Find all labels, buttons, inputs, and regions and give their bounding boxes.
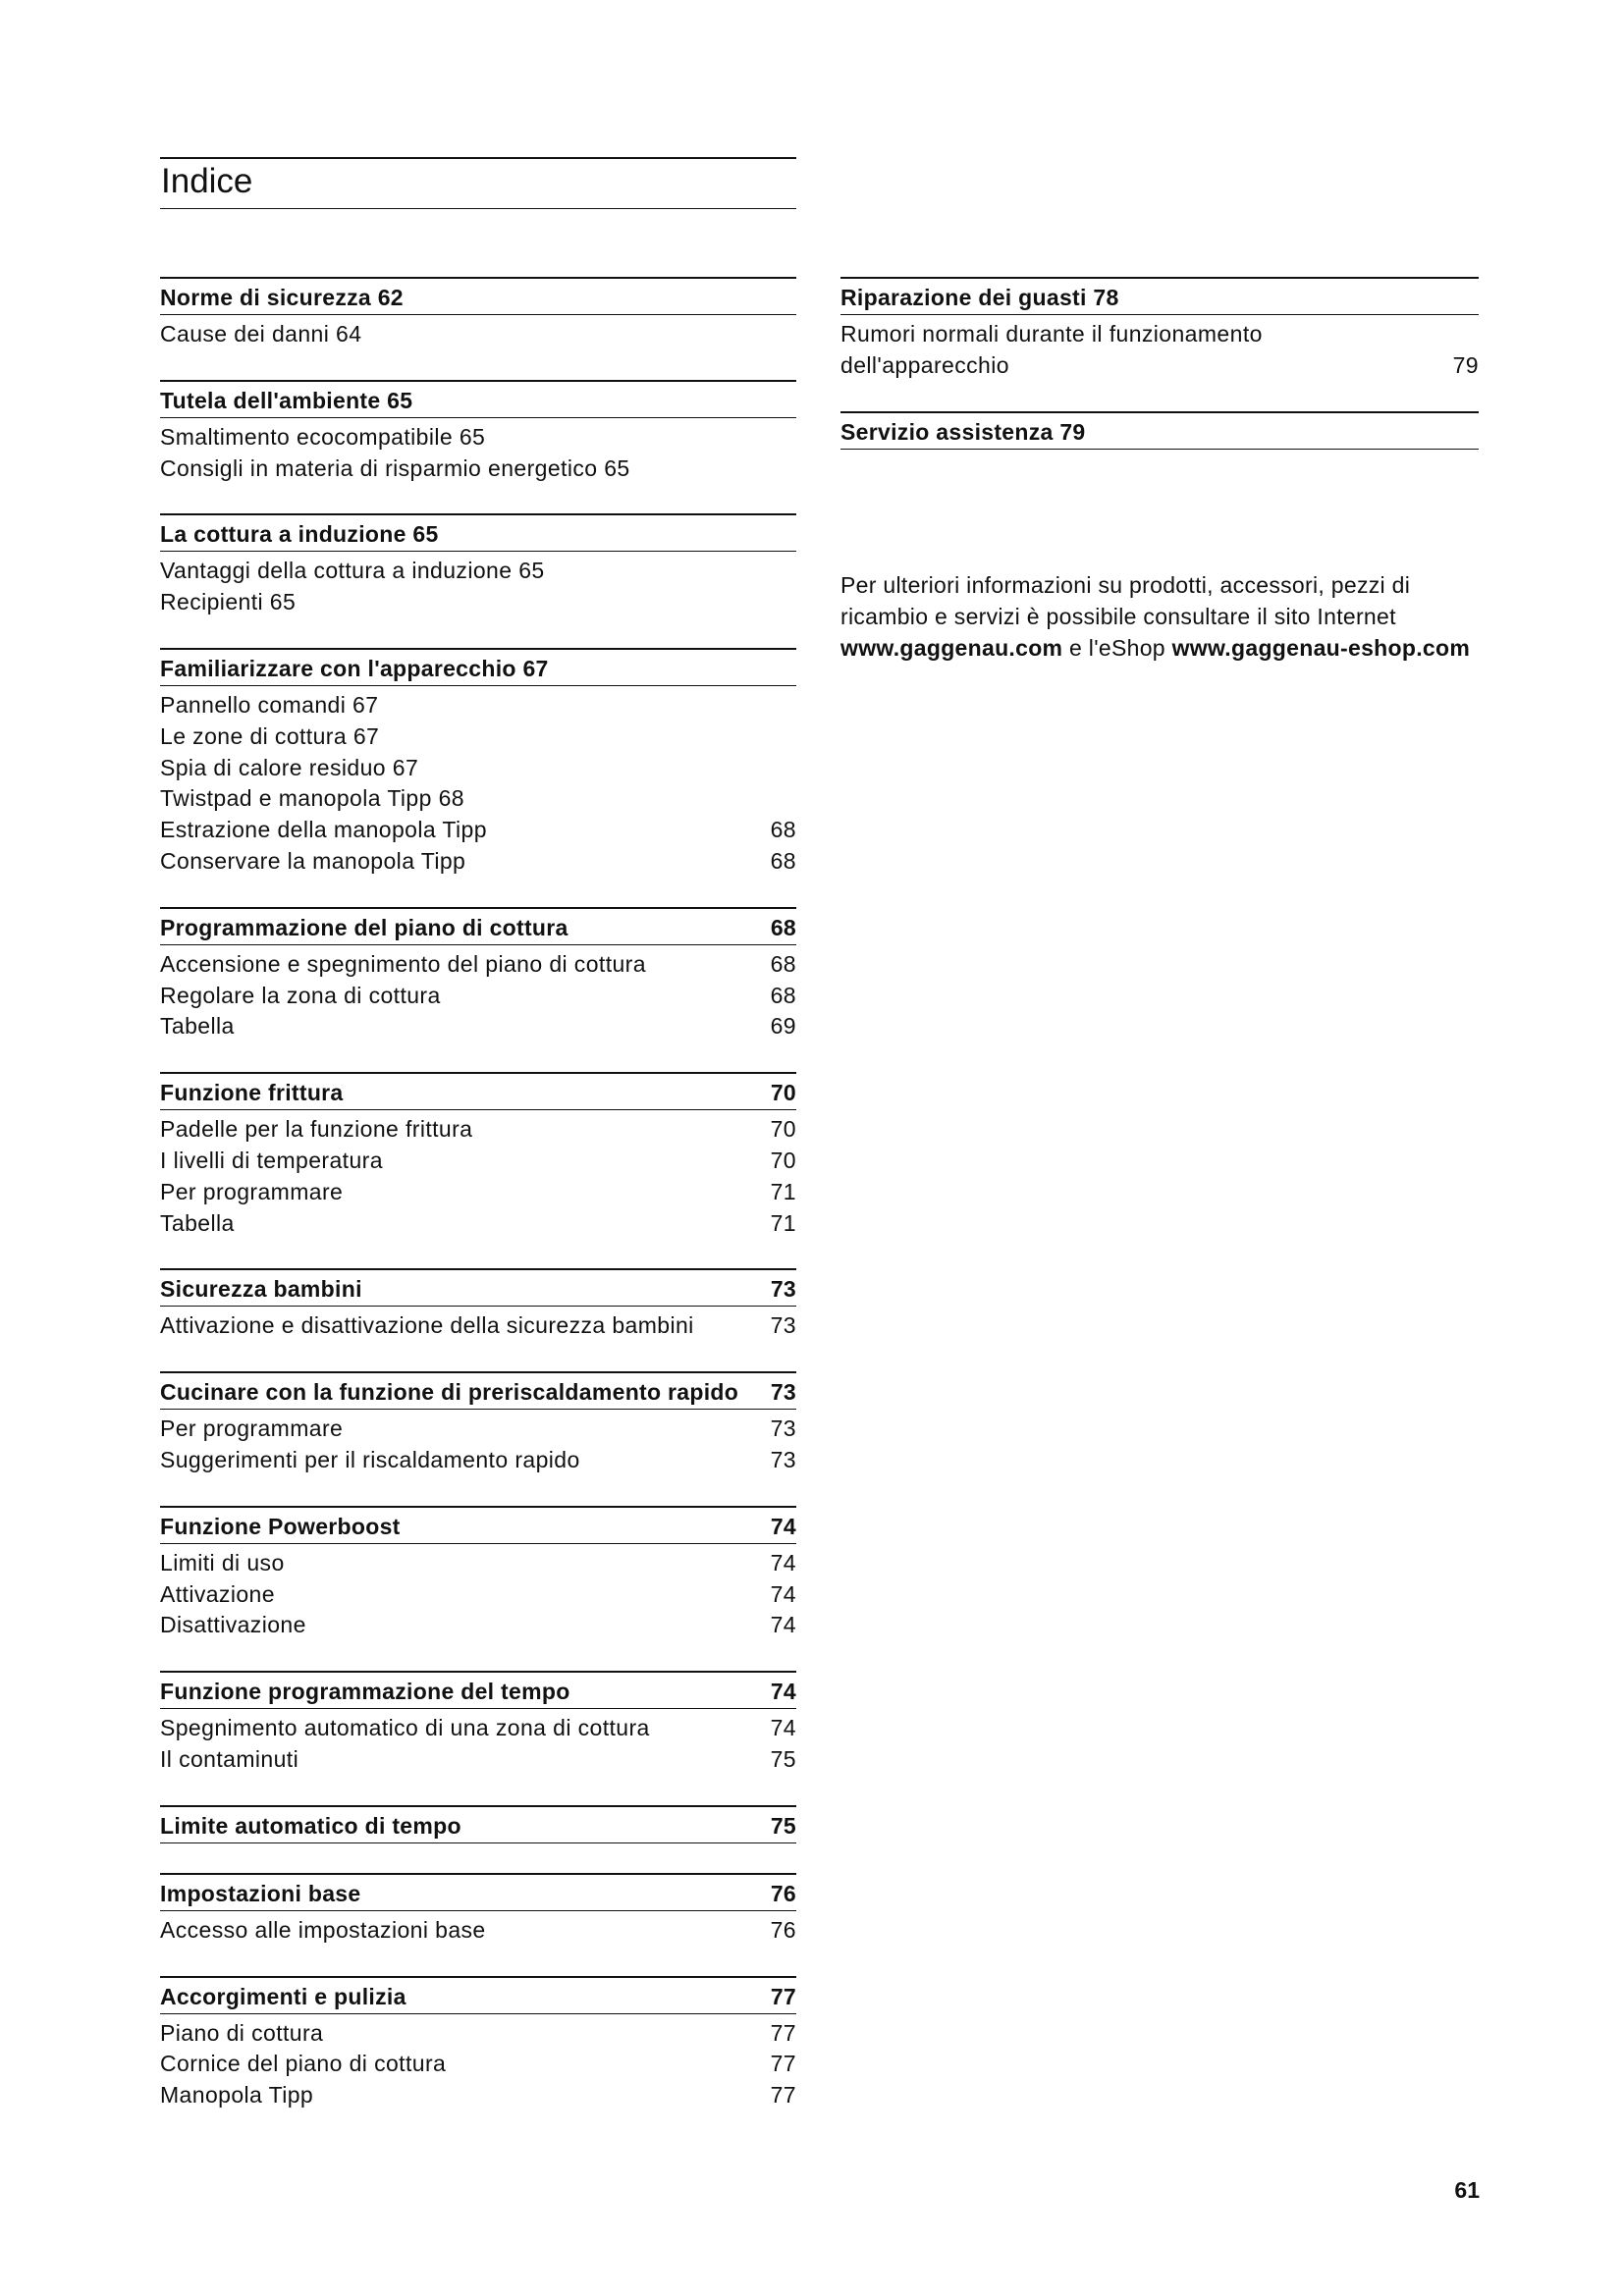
toc-entry-text: Vantaggi della cottura a induzione 65 bbox=[160, 558, 545, 584]
toc-section bbox=[840, 411, 1479, 450]
toc-entry-text: Consigli in materia di risparmio energetico 65 bbox=[160, 454, 630, 481]
toc-entry[interactable] bbox=[160, 949, 796, 981]
toc-section-heading[interactable] bbox=[160, 1805, 796, 1843]
toc-entry-page: 68 bbox=[770, 950, 796, 977]
section-heading-text: Sicurezza bambini bbox=[160, 1276, 362, 1303]
info-text-start: Per ulteriori informazioni su prodotti, accessori, pezzi di ricambio e servizi è possibile consultare il sito Internet bbox=[840, 572, 1411, 629]
toc-section bbox=[160, 907, 796, 1042]
toc-entry-page: 77 bbox=[770, 2082, 796, 2109]
section-heading-text: Familiarizzare con l'apparecchio 67 bbox=[160, 655, 549, 681]
section-page-number: 68 bbox=[770, 914, 796, 940]
toc-entry-page: 71 bbox=[770, 1178, 796, 1204]
toc-section-heading[interactable] bbox=[160, 1268, 796, 1307]
toc-section bbox=[160, 1805, 796, 1843]
toc-entry-page: 68 bbox=[770, 982, 796, 1008]
toc-entry[interactable] bbox=[160, 721, 796, 753]
toc-entry-page: 76 bbox=[770, 1916, 796, 1943]
toc-section-heading[interactable] bbox=[160, 1072, 796, 1110]
toc-section-heading[interactable] bbox=[160, 513, 796, 552]
section-heading-text: Funzione Powerboost bbox=[160, 1513, 401, 1539]
section-heading-text: La cottura a induzione 65 bbox=[160, 521, 439, 548]
toc-entry[interactable] bbox=[160, 587, 796, 618]
toc-section-heading[interactable] bbox=[160, 1873, 796, 1911]
toc-entry[interactable] bbox=[160, 422, 796, 454]
toc-entry[interactable] bbox=[160, 1744, 796, 1776]
toc-section bbox=[160, 1268, 796, 1342]
toc-section bbox=[160, 1072, 796, 1239]
toc-section-heading[interactable] bbox=[160, 648, 796, 686]
toc-section-heading[interactable] bbox=[160, 380, 796, 418]
toc-entry-page: 79 bbox=[1452, 351, 1479, 378]
section-page-number: 74 bbox=[770, 1513, 796, 1539]
toc-entry[interactable] bbox=[160, 846, 796, 878]
toc-items bbox=[160, 315, 796, 350]
toc-entry-text: Accesso alle impostazioni base bbox=[160, 1916, 486, 1943]
toc-section-heading[interactable] bbox=[840, 411, 1479, 450]
toc-entry-page: 73 bbox=[770, 1446, 796, 1472]
title-block bbox=[160, 157, 796, 209]
section-page-number: 73 bbox=[770, 1276, 796, 1303]
toc-entry[interactable] bbox=[160, 1915, 796, 1947]
section-page-number: 75 bbox=[770, 1812, 796, 1839]
toc-entry-text: Smaltimento ecocompatibile 65 bbox=[160, 423, 486, 450]
toc-items bbox=[160, 945, 796, 1042]
toc-items bbox=[160, 2014, 796, 2111]
toc-entry[interactable] bbox=[160, 690, 796, 721]
toc-section bbox=[160, 648, 796, 878]
toc-entry-text: Attivazione e disattivazione della sicurezza bambini bbox=[160, 1312, 694, 1339]
toc-entry-page: 75 bbox=[770, 1745, 796, 1772]
section-heading-text: Accorgimenti e pulizia bbox=[160, 1983, 406, 2009]
toc-entry-text: Attivazione bbox=[160, 1580, 275, 1607]
toc-entry-text: I livelli di temperatura bbox=[160, 1147, 383, 1173]
section-heading-text: Riparazione dei guasti 78 bbox=[840, 285, 1119, 310]
toc-section-heading[interactable] bbox=[160, 1671, 796, 1709]
toc-entry[interactable] bbox=[160, 556, 796, 587]
toc-entry-text: Conservare la manopola Tipp bbox=[160, 847, 466, 874]
toc-entry-text: Estrazione della manopola Tipp bbox=[160, 817, 487, 843]
toc-entry-text: Le zone di cottura 67 bbox=[160, 722, 380, 749]
toc-entry-text: Suggerimenti per il riscaldamento rapido bbox=[160, 1446, 580, 1472]
toc-entry-text: Twistpad e manopola Tipp 68 bbox=[160, 785, 464, 812]
toc-items bbox=[160, 686, 796, 878]
section-heading-text: Tutela dell'ambiente 65 bbox=[160, 387, 413, 413]
toc-section bbox=[160, 513, 796, 618]
toc-entry[interactable] bbox=[160, 454, 796, 485]
toc-section bbox=[160, 380, 796, 485]
toc-entry[interactable] bbox=[160, 783, 796, 815]
toc-entry-page: 71 bbox=[770, 1209, 796, 1236]
toc-section-heading[interactable] bbox=[160, 1976, 796, 2014]
toc-items bbox=[160, 1911, 796, 1947]
toc-entry-text: Piano di cottura bbox=[160, 2019, 324, 2046]
toc-entry-text: Cause dei danni 64 bbox=[160, 321, 362, 347]
toc-entry-text: Rumori normali durante il funzionamento dell'apparecchio bbox=[840, 321, 1263, 378]
toc-section-heading[interactable] bbox=[840, 277, 1479, 315]
toc-entry[interactable] bbox=[160, 2080, 796, 2111]
toc-entry-text: Accensione e spegnimento del piano di cottura bbox=[160, 950, 646, 977]
toc-entry-text: Limiti di uso bbox=[160, 1549, 285, 1575]
toc-entry-text: Spia di calore residuo 67 bbox=[160, 754, 419, 780]
toc-section-heading[interactable] bbox=[160, 907, 796, 945]
toc-items bbox=[160, 1410, 796, 1476]
toc-entry[interactable] bbox=[160, 1310, 796, 1342]
toc-entry[interactable] bbox=[160, 1011, 796, 1042]
toc-entry[interactable] bbox=[160, 319, 796, 350]
toc-section bbox=[160, 1671, 796, 1776]
toc-entry-text: Manopola Tipp bbox=[160, 2082, 314, 2109]
section-heading-text: Funzione frittura bbox=[160, 1080, 344, 1106]
section-page-number: 77 bbox=[770, 1983, 796, 2009]
toc-entry[interactable] bbox=[160, 753, 796, 784]
toc-entry[interactable] bbox=[840, 319, 1479, 382]
toc-entry[interactable] bbox=[160, 1610, 796, 1641]
toc-section bbox=[160, 1976, 796, 2111]
eshop-link[interactable]: www.gaggenau-eshop.com bbox=[1171, 635, 1471, 661]
toc-entry-page: 68 bbox=[770, 847, 796, 874]
toc-entry-page: 68 bbox=[770, 817, 796, 843]
toc-section bbox=[160, 1873, 796, 1947]
toc-entry[interactable] bbox=[160, 1548, 796, 1579]
info-text-middle: e l'eShop bbox=[1062, 635, 1172, 661]
toc-entry-text: Pannello comandi 67 bbox=[160, 691, 379, 718]
toc-entry-text: Tabella bbox=[160, 1209, 235, 1236]
toc-entry-text: Recipienti 65 bbox=[160, 589, 297, 615]
toc-entry[interactable] bbox=[160, 1114, 796, 1146]
section-page-number: 70 bbox=[770, 1080, 796, 1106]
toc-section bbox=[160, 1371, 796, 1476]
section-heading-text: Norme di sicurezza 62 bbox=[160, 285, 404, 310]
toc-section-heading[interactable] bbox=[160, 1506, 796, 1544]
toc-entry-text: Per programmare bbox=[160, 1178, 344, 1204]
toc-entry-page: 74 bbox=[770, 1612, 796, 1638]
page-title: Indice bbox=[161, 162, 253, 200]
toc-items bbox=[160, 552, 796, 618]
toc-items bbox=[160, 418, 796, 485]
section-heading-text: Programmazione del piano di cottura bbox=[160, 914, 568, 940]
toc-entry-page: 74 bbox=[770, 1549, 796, 1575]
toc-entry-text: Tabella bbox=[160, 1013, 235, 1040]
toc-section bbox=[160, 277, 796, 350]
section-page-number: 74 bbox=[770, 1679, 796, 1705]
toc-entry-page: 77 bbox=[770, 2051, 796, 2077]
toc-entry-page: 73 bbox=[770, 1312, 796, 1339]
toc-entry[interactable] bbox=[160, 1146, 796, 1177]
website-link[interactable]: www.gaggenau.com bbox=[840, 635, 1063, 661]
section-heading-text: Cucinare con la funzione di preriscaldamento rapido bbox=[160, 1379, 739, 1406]
toc-entry[interactable] bbox=[160, 981, 796, 1012]
toc-entry-text: Regolare la zona di cottura bbox=[160, 982, 441, 1008]
toc-items bbox=[840, 315, 1479, 382]
toc-entry-text: Il contaminuti bbox=[160, 1745, 299, 1772]
toc-entry[interactable] bbox=[160, 1579, 796, 1611]
toc-entry-text: Cornice del piano di cottura bbox=[160, 2051, 447, 2077]
toc-entry[interactable] bbox=[160, 1414, 796, 1445]
info-paragraph bbox=[840, 569, 1479, 664]
section-heading-text: Limite automatico di tempo bbox=[160, 1812, 461, 1839]
section-page-number: 76 bbox=[770, 1880, 796, 1906]
toc-entry-text: Per programmare bbox=[160, 1415, 344, 1442]
toc-items bbox=[160, 1544, 796, 1641]
toc-entry-page: 70 bbox=[770, 1147, 796, 1173]
toc-section-heading[interactable] bbox=[160, 277, 796, 315]
toc-entry-text: Padelle per la funzione frittura bbox=[160, 1116, 473, 1143]
toc-right-column bbox=[840, 277, 1479, 479]
toc-entry-page: 74 bbox=[770, 1580, 796, 1607]
section-heading-text: Impostazioni base bbox=[160, 1880, 361, 1906]
toc-entry-page: 69 bbox=[770, 1013, 796, 1040]
toc-entry-page: 77 bbox=[770, 2019, 796, 2046]
toc-left-column bbox=[160, 277, 796, 2141]
toc-items bbox=[160, 1307, 796, 1342]
toc-entry[interactable] bbox=[160, 2049, 796, 2080]
toc-entry-page: 73 bbox=[770, 1415, 796, 1442]
toc-entry-page: 70 bbox=[770, 1116, 796, 1143]
toc-entry[interactable] bbox=[160, 1713, 796, 1744]
toc-entry[interactable] bbox=[160, 815, 796, 846]
page-number: 61 bbox=[1454, 2177, 1480, 2203]
section-heading-text: Funzione programmazione del tempo bbox=[160, 1679, 570, 1705]
toc-section bbox=[840, 277, 1479, 382]
toc-entry[interactable] bbox=[160, 2018, 796, 2050]
toc-entry-text: Spegnimento automatico di una zona di cottura bbox=[160, 1715, 650, 1741]
section-page-number: 73 bbox=[770, 1379, 796, 1406]
toc-entry-text: Disattivazione bbox=[160, 1612, 306, 1638]
toc-items bbox=[160, 1709, 796, 1776]
toc-section bbox=[160, 1506, 796, 1641]
toc-items bbox=[160, 1110, 796, 1239]
toc-section-heading[interactable] bbox=[160, 1371, 796, 1410]
toc-entry[interactable] bbox=[160, 1177, 796, 1208]
toc-entry[interactable] bbox=[160, 1445, 796, 1476]
toc-entry-page: 74 bbox=[770, 1715, 796, 1741]
section-heading-text: Servizio assistenza 79 bbox=[840, 418, 1086, 445]
toc-entry[interactable] bbox=[160, 1208, 796, 1240]
